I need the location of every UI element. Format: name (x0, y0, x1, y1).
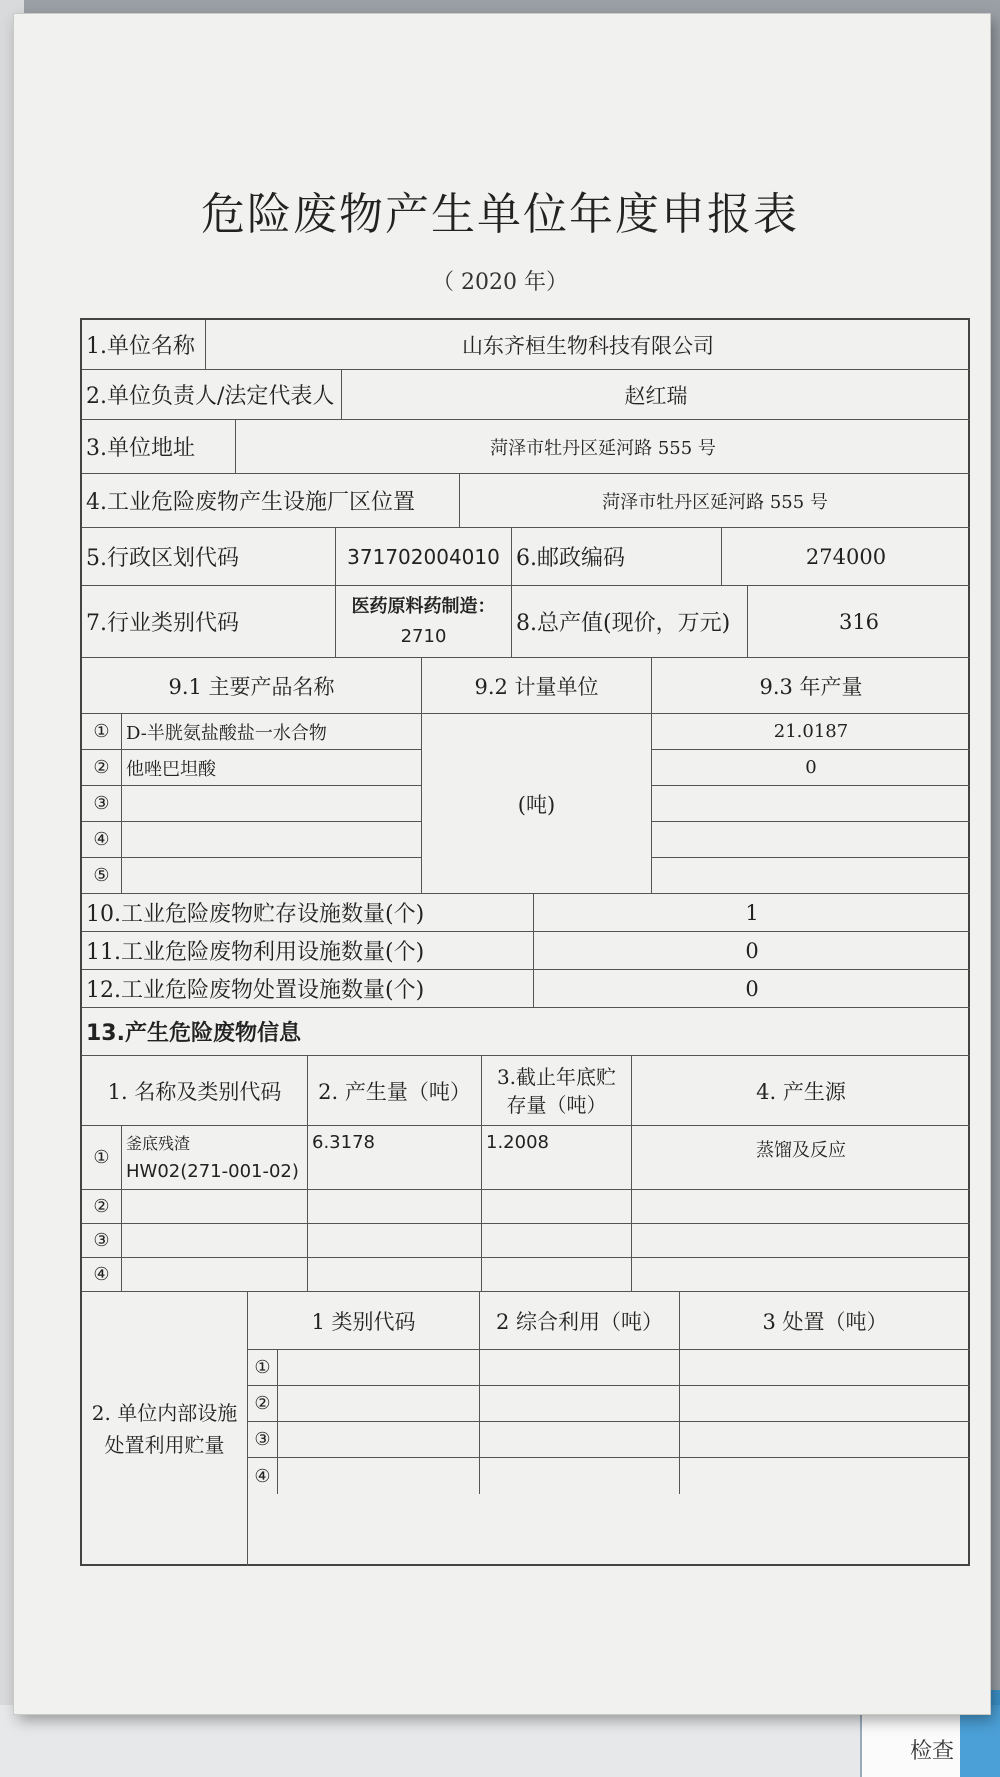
legal-rep-label: 2.单位负责人/法定代表人 (82, 370, 342, 420)
internal-facility-label-line2: 处置利用贮量 (104, 1433, 225, 1457)
waste-row-no: ② (82, 1190, 122, 1224)
waste-row-no: ① (82, 1126, 122, 1190)
unit-name-value: 山东齐桓生物科技有限公司 (206, 320, 970, 370)
waste-header-name: 1. 名称及类别代码 (82, 1056, 308, 1126)
products-header-name: 9.1 主要产品名称 (82, 658, 422, 714)
internal-row-code (278, 1350, 480, 1386)
waste-header-amount: 2. 产生量（吨） (308, 1056, 482, 1126)
product-row-no: ④ (82, 822, 122, 858)
waste-row-stored (482, 1224, 632, 1258)
form-title: 危险废物产生单位年度申报表 (201, 189, 799, 240)
storage-facilities-label: 10.工业危险废物贮存设施数量(个) (82, 894, 534, 932)
waste-row-source (632, 1258, 970, 1292)
internal-facility-label (82, 1292, 248, 1566)
industry-value-line1: 医药原料药制造： (351, 595, 496, 617)
waste-row-no: ③ (82, 1224, 122, 1258)
internal-row-disposal (680, 1350, 970, 1386)
waste-row-name (122, 1224, 308, 1258)
internal-row-disposal (680, 1458, 970, 1494)
internal-row-utilization (480, 1458, 680, 1494)
internal-header-utilization: 2 综合利用（吨） (480, 1292, 680, 1350)
facility-location-label: 4.工业危险废物产生设施厂区位置 (82, 474, 460, 528)
product-row-name: D-半胱氨盐酸盐一水合物 (122, 714, 422, 750)
product-row-qty: 0 (652, 750, 970, 786)
report-year: （ 2020 年） (432, 270, 568, 295)
output-value: 316 (748, 586, 970, 658)
waste-row-amount (308, 1190, 482, 1224)
internal-row-no: ③ (248, 1422, 278, 1458)
background-desk (0, 1705, 1000, 1777)
internal-row-code (278, 1422, 480, 1458)
industry-value (336, 586, 512, 658)
product-row-qty: 21.0187 (652, 714, 970, 750)
waste-row-source (632, 1190, 970, 1224)
product-row-qty (652, 858, 970, 894)
product-row-name: 他唑巴坦酸 (122, 750, 422, 786)
internal-header-code: 1 类别代码 (248, 1292, 480, 1350)
section13-title: 13.产生危险废物信息 (82, 1008, 970, 1056)
unit-name-label: 1.单位名称 (82, 320, 206, 370)
postal-value: 274000 (722, 528, 970, 586)
waste-row-name (122, 1126, 308, 1190)
products-header-qty: 9.3 年产量 (652, 658, 970, 714)
internal-row-utilization (480, 1350, 680, 1386)
utilization-facilities-label: 11.工业危险废物利用设施数量(个) (82, 932, 534, 970)
product-row-no: ③ (82, 786, 122, 822)
waste-row-stored (482, 1258, 632, 1292)
waste-row-amount: 6.3178 (308, 1126, 482, 1190)
waste-row-name (122, 1258, 308, 1292)
product-row-qty (652, 822, 970, 858)
disposal-facilities-label: 12.工业危险废物处置设施数量(个) (82, 970, 534, 1008)
waste-header-source: 4. 产生源 (632, 1056, 970, 1126)
product-row-name (122, 858, 422, 894)
industry-value-line2: 2710 (400, 625, 447, 647)
address-label: 3.单位地址 (82, 420, 236, 474)
product-row-no: ① (82, 714, 122, 750)
internal-header-disposal: 3 处置（吨） (680, 1292, 970, 1350)
waste-row-stored: 1.2008 (482, 1126, 632, 1190)
waste-code: HW02(271-001-02) (126, 1160, 299, 1182)
facility-location-value: 菏泽市牡丹区延河路 555 号 (460, 474, 970, 528)
waste-row-amount (308, 1224, 482, 1258)
storage-facilities-value: 1 (534, 894, 970, 932)
products-header-unit: 9.2 计量单位 (422, 658, 652, 714)
internal-row-code (278, 1458, 480, 1494)
postal-label: 6.邮政编码 (512, 528, 722, 586)
product-row-qty (652, 786, 970, 822)
admin-code-value: 371702004010 (336, 528, 512, 586)
utilization-facilities-value: 0 (534, 932, 970, 970)
waste-row-source: 蒸馏及反应 (632, 1126, 970, 1190)
waste-name: 釜底残渣 (126, 1133, 191, 1153)
waste-row-stored (482, 1190, 632, 1224)
waste-header-stored: 3.截止年底贮存量（吨） (482, 1056, 632, 1126)
waste-row-amount (308, 1258, 482, 1292)
internal-facility-label-line1: 2. 单位内部设施 (91, 1401, 238, 1425)
report-form (80, 318, 970, 1566)
disposal-facilities-value: 0 (534, 970, 970, 1008)
internal-row-code (278, 1386, 480, 1422)
industry-label: 7.行业类别代码 (82, 586, 336, 658)
internal-row-utilization (480, 1422, 680, 1458)
internal-row-no: ① (248, 1350, 278, 1386)
product-row-no: ⑤ (82, 858, 122, 894)
waste-row-no: ④ (82, 1258, 122, 1292)
internal-row-no: ② (248, 1386, 278, 1422)
bottom-tab-label: 检查 (910, 1739, 955, 1764)
product-row-name (122, 822, 422, 858)
internal-row-disposal (680, 1422, 970, 1458)
address-value: 菏泽市牡丹区延河路 555 号 (236, 420, 970, 474)
internal-row-no: ④ (248, 1458, 278, 1494)
internal-row-disposal (680, 1386, 970, 1422)
product-row-name (122, 786, 422, 822)
legal-rep-value: 赵红瑞 (342, 370, 970, 420)
internal-row-utilization (480, 1386, 680, 1422)
product-row-no: ② (82, 750, 122, 786)
output-label: 8.总产值(现价，万元) (512, 586, 748, 658)
waste-row-source (632, 1224, 970, 1258)
admin-code-label: 5.行政区划代码 (82, 528, 336, 586)
waste-row-name (122, 1190, 308, 1224)
product-unit: (吨) (422, 714, 652, 894)
